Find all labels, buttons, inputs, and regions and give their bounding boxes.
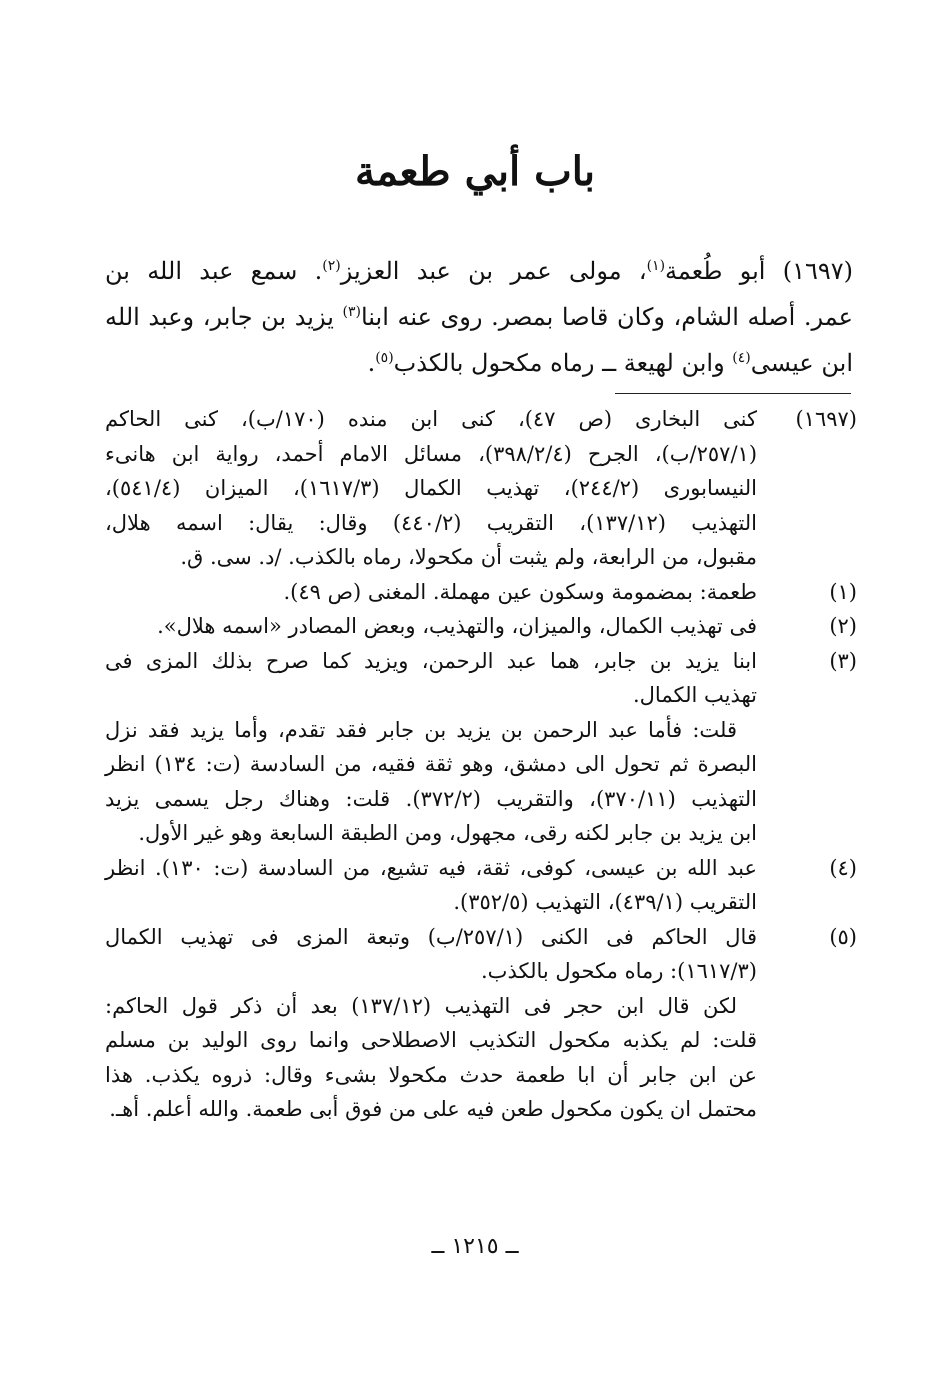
- footnote: [105, 609, 857, 644]
- footnote-body: [105, 609, 757, 644]
- footnote: [105, 402, 857, 575]
- footnote-separator: [615, 393, 851, 394]
- footnote-body: [105, 920, 757, 989]
- footnote-line: محتمل ان يكون مكحول طعن فيه على من فوق أبى طعمة. والله أعلم. أهـ.: [109, 1097, 757, 1121]
- footnote-paragraph: [105, 713, 857, 851]
- footnote-line: تهذيب الكمال.: [633, 683, 757, 707]
- footnote: [105, 575, 857, 610]
- footnote-line: ابنا يزيد بن جابر، هما عبد الرحمن، ويزيد كما صرح بذلك المزى فى: [105, 648, 757, 673]
- footnote-number: (١٦٩٧): [795, 407, 857, 431]
- page-number: ــ ١٢١٥ ــ: [431, 1234, 519, 1259]
- footnote-line: عن ابن جابر أن ابا طعمة حدث مكحولا بشىء وقال: ذروه يكذب. هذا: [105, 1062, 757, 1087]
- footnote-number: (٥): [829, 924, 857, 949]
- footnote-line: التقريب (٤٣٩/١)، التهذيب (٣٥٢/٥).: [453, 890, 757, 914]
- footnote-line: لكن قال ابن حجر فى التهذيب (١٣٧/١٢) بعد أن ذكر قول الحاكم:: [105, 993, 737, 1018]
- footnote-line: النيسابورى (٢٤٤/٢)، تهذيب الكمال (١٦١٧/٣)، الميزان (٥٤١/٤)،: [105, 476, 757, 500]
- footnote-body: [105, 644, 757, 713]
- footnote-line: عبد الله بن عيسى، كوفى، ثقة، فيه تشيع، من السادسة (ت: ١٣٠). انظر: [105, 855, 757, 880]
- footnote-body: [105, 575, 757, 610]
- footnote-body: [105, 402, 757, 575]
- footnote-line: البصرة ثم تحول الى دمشق، وهو ثقة فقيه، من السادسة (ت: ١٣٤) انظر: [105, 752, 757, 776]
- footnote-number: (٢): [829, 614, 857, 638]
- chapter-title: باب أبي طعمة: [354, 148, 596, 195]
- footnote: [105, 851, 857, 920]
- entry-line: (١٦٩٧) أبو طُعمة$^{(١)}$، مولى عمر بن عبد العزيز$^{(٢)}$. سمع عبد الله بن: [105, 257, 854, 285]
- main-entry: [105, 248, 853, 386]
- entry-line: عمر. أصله الشام، وكان قاصا بمصر. روى عنه ابنا$^{(٣)}$ يزيد بن جابر، وعبد الله: [105, 303, 853, 331]
- footnote-line: قلت: فأما عبد الرحمن بن يزيد بن جابر فقد تقدم، وأما يزيد فقد نزل: [105, 717, 737, 742]
- footnote-paragraph: [105, 989, 857, 1127]
- footnote-number: (١): [829, 579, 857, 604]
- footnote-line: فى تهذيب الكمال، والميزان، والتهذيب، وبعض المصادر «اسمه هلال».: [157, 614, 757, 638]
- footnote-line: كنى البخارى (ص ٤٧)، كنى ابن منده (١٧٠/ب)، كنى الحاكم: [105, 407, 757, 431]
- footnote-line: التهذيب (٣٧٠/١١)، والتقريب (٣٧٢/٢). قلت: وهناك رجل يسمى يزيد: [105, 786, 758, 811]
- footnote-line: (١٦١٧/٣): رماه مكحول بالكذب.: [481, 959, 757, 983]
- footnote-line: التهذيب (١٣٧/١٢)، التقريب (٤٤٠/٢) وقال: يقال: اسمه هلال،: [105, 510, 758, 535]
- footnote: [105, 920, 857, 989]
- footnote-line: قال الحاكم فى الكنى (٢٥٧/١/ب) وتبعة المزى فى تهذيب الكمال: [105, 924, 757, 949]
- footnote-line: طعمة: بمضمومة وسكون عين مهملة. المغنى (ص ٤٩).: [283, 579, 757, 604]
- footnote-body: [105, 851, 757, 920]
- entry-line: ابن عيسى$^{(٤)}$ وابن لهيعة ــ رماه مكحول بالكذب$^{(٥)}$.: [367, 349, 853, 377]
- footnotes: [105, 402, 857, 1127]
- footnote-number: (٣): [829, 648, 857, 673]
- footnote-line: (٢٥٧/١/ب)، الجرح (٣٩٨/٢/٤)، مسائل الامام أحمد، رواية ابن هانىء: [105, 441, 758, 466]
- footnote-line: ابن يزيد بن جابر لكنه رقى، مجهول، ومن الطبقة السابعة وهو غير الأول.: [138, 821, 757, 845]
- footnote-line: قلت: لم يكذبه مكحول التكذيب الاصطلاحى وانما روى الوليد بن مسلم: [105, 1028, 757, 1052]
- footnote-number: (٤): [829, 855, 857, 880]
- footnote-line: مقبول، من الرابعة، ولم يثبت أن مكحولا، رماه بالكذب. /د. سى. ق.: [180, 545, 757, 569]
- footnote: [105, 644, 857, 713]
